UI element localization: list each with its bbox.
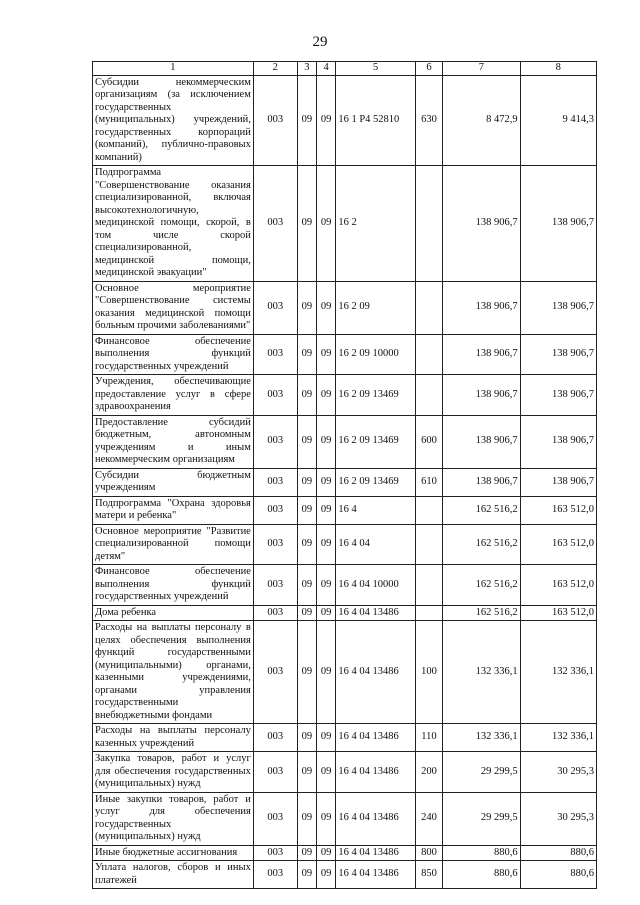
row-pr-cell: 09 — [316, 845, 335, 861]
row-sum-year1-cell: 138 906,7 — [443, 166, 520, 282]
row-gr-cell: 003 — [253, 281, 297, 334]
row-pr-cell: 09 — [316, 375, 335, 416]
row-name-cell: Расходы на выплаты персоналу в целях обеспечения выполнения функций государственными (муниципальными) органами, казенными учреждениями, органами управления государственными внебюджетными фондами — [93, 621, 254, 724]
row-rz-cell: 09 — [297, 792, 316, 845]
row-sum-year1-cell: 132 336,1 — [443, 621, 520, 724]
column-header: 7 — [443, 62, 520, 76]
row-sum-year2-cell: 138 906,7 — [520, 468, 596, 496]
row-csr-cell: 16 1 P4 52810 — [336, 75, 415, 166]
table-row — [93, 496, 597, 524]
row-pr-cell: 09 — [316, 166, 335, 282]
table-body — [93, 75, 597, 889]
row-vr-cell: 600 — [415, 415, 442, 468]
row-pr-cell: 09 — [316, 621, 335, 724]
row-csr-cell: 16 4 04 10000 — [336, 565, 415, 606]
row-name-cell: Субсидии бюджетным учреждениям — [93, 468, 254, 496]
row-sum-year2-cell: 163 512,0 — [520, 496, 596, 524]
row-sum-year2-cell: 880,6 — [520, 845, 596, 861]
column-header: 8 — [520, 62, 596, 76]
row-sum-year1-cell: 162 516,2 — [443, 605, 520, 621]
row-name-cell: Закупка товаров, работ и услуг для обеспечения государственных (муниципальных) нужд — [93, 752, 254, 793]
row-sum-year1-cell: 162 516,2 — [443, 524, 520, 565]
row-gr-cell: 003 — [253, 724, 297, 752]
row-rz-cell: 09 — [297, 75, 316, 166]
row-vr-cell: 800 — [415, 845, 442, 861]
row-sum-year1-cell: 138 906,7 — [443, 375, 520, 416]
row-sum-year1-cell: 880,6 — [443, 861, 520, 889]
row-rz-cell: 09 — [297, 496, 316, 524]
row-name-cell: Расходы на выплаты персоналу казенных учреждений — [93, 724, 254, 752]
row-pr-cell: 09 — [316, 524, 335, 565]
row-sum-year1-cell: 8 472,9 — [443, 75, 520, 166]
row-sum-year1-cell: 29 299,5 — [443, 792, 520, 845]
row-pr-cell: 09 — [316, 605, 335, 621]
row-vr-cell: 110 — [415, 724, 442, 752]
row-name-cell: Иные бюджетные ассигнования — [93, 845, 254, 861]
row-sum-year2-cell: 163 512,0 — [520, 565, 596, 606]
row-vr-cell: 850 — [415, 861, 442, 889]
row-vr-cell: 100 — [415, 621, 442, 724]
row-csr-cell: 16 4 04 — [336, 524, 415, 565]
row-vr-cell: 610 — [415, 468, 442, 496]
row-csr-cell: 16 4 04 13486 — [336, 724, 415, 752]
row-name-cell: Подпрограмма "Совершенствование оказания специализированной, включая высокотехнологичную, медицинской помощи, скорой, в том числе скорой специализированной, медицинской помощи, медицинской эвакуации" — [93, 166, 254, 282]
row-csr-cell: 16 4 04 13486 — [336, 621, 415, 724]
table-row — [93, 75, 597, 166]
row-sum-year2-cell: 880,6 — [520, 861, 596, 889]
row-rz-cell: 09 — [297, 845, 316, 861]
row-name-cell: Финансовое обеспечение выполнения функций государственных учреждений — [93, 334, 254, 375]
row-rz-cell: 09 — [297, 752, 316, 793]
row-sum-year1-cell: 138 906,7 — [443, 281, 520, 334]
budget-table — [92, 61, 597, 889]
row-pr-cell: 09 — [316, 861, 335, 889]
row-sum-year1-cell: 29 299,5 — [443, 752, 520, 793]
row-sum-year1-cell: 880,6 — [443, 845, 520, 861]
page-number: 29 — [312, 34, 328, 50]
row-gr-cell: 003 — [253, 468, 297, 496]
table-row — [93, 752, 597, 793]
row-pr-cell: 09 — [316, 75, 335, 166]
row-gr-cell: 003 — [253, 334, 297, 375]
row-name-cell: Иные закупки товаров, работ и услуг для обеспечения государственных (муниципальных) нужд — [93, 792, 254, 845]
column-header: 3 — [297, 62, 316, 76]
table-row — [93, 524, 597, 565]
row-vr-cell: 240 — [415, 792, 442, 845]
table-row — [93, 565, 597, 606]
row-csr-cell: 16 4 04 13486 — [336, 792, 415, 845]
row-pr-cell: 09 — [316, 792, 335, 845]
table-row — [93, 724, 597, 752]
row-name-cell: Учреждения, обеспечивающие предоставление услуг в сфере здравоохранения — [93, 375, 254, 416]
table-row — [93, 166, 597, 282]
row-gr-cell: 003 — [253, 845, 297, 861]
row-sum-year1-cell: 138 906,7 — [443, 334, 520, 375]
row-vr-cell — [415, 524, 442, 565]
row-pr-cell: 09 — [316, 281, 335, 334]
row-csr-cell: 16 2 09 — [336, 281, 415, 334]
row-pr-cell: 09 — [316, 565, 335, 606]
row-csr-cell: 16 4 04 13486 — [336, 605, 415, 621]
row-sum-year2-cell: 138 906,7 — [520, 334, 596, 375]
row-sum-year2-cell: 132 336,1 — [520, 724, 596, 752]
row-name-cell: Основное мероприятие "Развитие специализированной помощи детям" — [93, 524, 254, 565]
row-vr-cell — [415, 496, 442, 524]
row-name-cell: Дома ребенка — [93, 605, 254, 621]
row-gr-cell: 003 — [253, 524, 297, 565]
table-row — [93, 792, 597, 845]
row-gr-cell: 003 — [253, 565, 297, 606]
row-sum-year2-cell: 138 906,7 — [520, 281, 596, 334]
row-gr-cell: 003 — [253, 752, 297, 793]
row-gr-cell: 003 — [253, 375, 297, 416]
row-name-cell: Предоставление субсидий бюджетным, автономным учреждениям и иным некоммерческим организациям — [93, 415, 254, 468]
row-vr-cell — [415, 375, 442, 416]
row-sum-year2-cell: 30 295,3 — [520, 752, 596, 793]
row-csr-cell: 16 4 04 13486 — [336, 845, 415, 861]
row-rz-cell: 09 — [297, 861, 316, 889]
row-rz-cell: 09 — [297, 605, 316, 621]
row-rz-cell: 09 — [297, 166, 316, 282]
column-header: 6 — [415, 62, 442, 76]
row-pr-cell: 09 — [316, 496, 335, 524]
table-row — [93, 468, 597, 496]
row-pr-cell: 09 — [316, 752, 335, 793]
table-row — [93, 845, 597, 861]
row-rz-cell: 09 — [297, 281, 316, 334]
row-vr-cell: 630 — [415, 75, 442, 166]
table-row — [93, 621, 597, 724]
row-sum-year2-cell: 9 414,3 — [520, 75, 596, 166]
column-header: 4 — [316, 62, 335, 76]
row-pr-cell: 09 — [316, 468, 335, 496]
row-sum-year2-cell: 138 906,7 — [520, 166, 596, 282]
row-vr-cell — [415, 334, 442, 375]
row-csr-cell: 16 4 04 13486 — [336, 861, 415, 889]
row-gr-cell: 003 — [253, 496, 297, 524]
column-header: 5 — [336, 62, 415, 76]
row-vr-cell — [415, 605, 442, 621]
row-gr-cell: 003 — [253, 861, 297, 889]
table-header-row — [93, 62, 597, 76]
row-sum-year2-cell: 138 906,7 — [520, 415, 596, 468]
row-sum-year2-cell: 163 512,0 — [520, 524, 596, 565]
row-gr-cell: 003 — [253, 415, 297, 468]
row-sum-year2-cell: 138 906,7 — [520, 375, 596, 416]
row-vr-cell — [415, 166, 442, 282]
column-header: 1 — [93, 62, 254, 76]
row-pr-cell: 09 — [316, 334, 335, 375]
row-sum-year1-cell: 138 906,7 — [443, 468, 520, 496]
row-csr-cell: 16 4 — [336, 496, 415, 524]
row-rz-cell: 09 — [297, 621, 316, 724]
table-row — [93, 861, 597, 889]
row-gr-cell: 003 — [253, 75, 297, 166]
row-sum-year1-cell: 162 516,2 — [443, 565, 520, 606]
row-gr-cell: 003 — [253, 166, 297, 282]
row-sum-year2-cell: 30 295,3 — [520, 792, 596, 845]
row-vr-cell — [415, 565, 442, 606]
table-row — [93, 605, 597, 621]
row-pr-cell: 09 — [316, 415, 335, 468]
table-row — [93, 415, 597, 468]
row-sum-year1-cell: 138 906,7 — [443, 415, 520, 468]
row-rz-cell: 09 — [297, 375, 316, 416]
row-vr-cell: 200 — [415, 752, 442, 793]
row-csr-cell: 16 2 09 13469 — [336, 415, 415, 468]
table-row — [93, 375, 597, 416]
row-csr-cell: 16 4 04 13486 — [336, 752, 415, 793]
column-header: 2 — [253, 62, 297, 76]
row-rz-cell: 09 — [297, 334, 316, 375]
row-gr-cell: 003 — [253, 621, 297, 724]
row-name-cell: Субсидии некоммерческим организациям (за исключением государственных (муниципальных) учреждений, государственных корпораций (компаний), публично-правовых компаний) — [93, 75, 254, 166]
row-rz-cell: 09 — [297, 524, 316, 565]
table-row — [93, 334, 597, 375]
row-csr-cell: 16 2 — [336, 166, 415, 282]
row-rz-cell: 09 — [297, 415, 316, 468]
row-csr-cell: 16 2 09 13469 — [336, 468, 415, 496]
row-name-cell: Финансовое обеспечение выполнения функций государственных учреждений — [93, 565, 254, 606]
row-rz-cell: 09 — [297, 468, 316, 496]
row-csr-cell: 16 2 09 10000 — [336, 334, 415, 375]
row-sum-year2-cell: 163 512,0 — [520, 605, 596, 621]
row-pr-cell: 09 — [316, 724, 335, 752]
row-rz-cell: 09 — [297, 565, 316, 606]
table-row — [93, 281, 597, 334]
row-sum-year2-cell: 132 336,1 — [520, 621, 596, 724]
row-name-cell: Подпрограмма "Охрана здоровья матери и ребенка" — [93, 496, 254, 524]
row-rz-cell: 09 — [297, 724, 316, 752]
row-csr-cell: 16 2 09 13469 — [336, 375, 415, 416]
row-name-cell: Основное мероприятие "Совершенствование системы оказания медицинской помощи больным прочими заболеваниями" — [93, 281, 254, 334]
row-gr-cell: 003 — [253, 605, 297, 621]
row-name-cell: Уплата налогов, сборов и иных платежей — [93, 861, 254, 889]
row-sum-year1-cell: 162 516,2 — [443, 496, 520, 524]
row-vr-cell — [415, 281, 442, 334]
row-gr-cell: 003 — [253, 792, 297, 845]
row-sum-year1-cell: 132 336,1 — [443, 724, 520, 752]
